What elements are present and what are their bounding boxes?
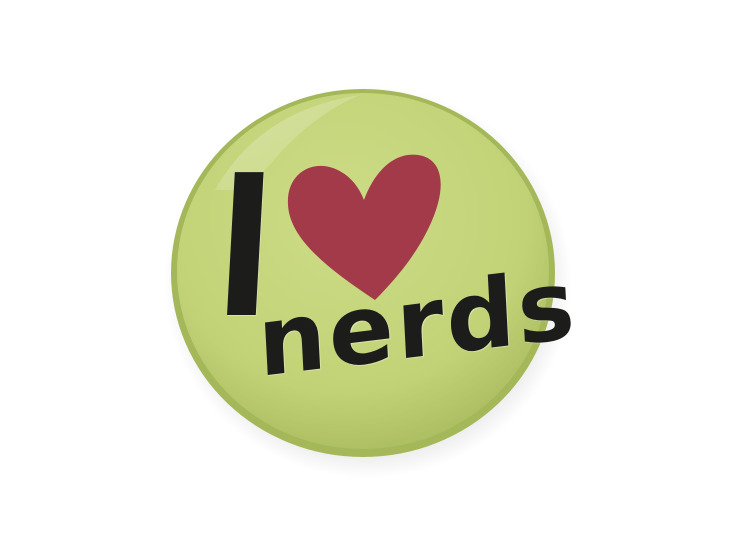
badge-text-i: I — [210, 134, 280, 362]
badge-text-nerds: nerds — [255, 247, 581, 400]
